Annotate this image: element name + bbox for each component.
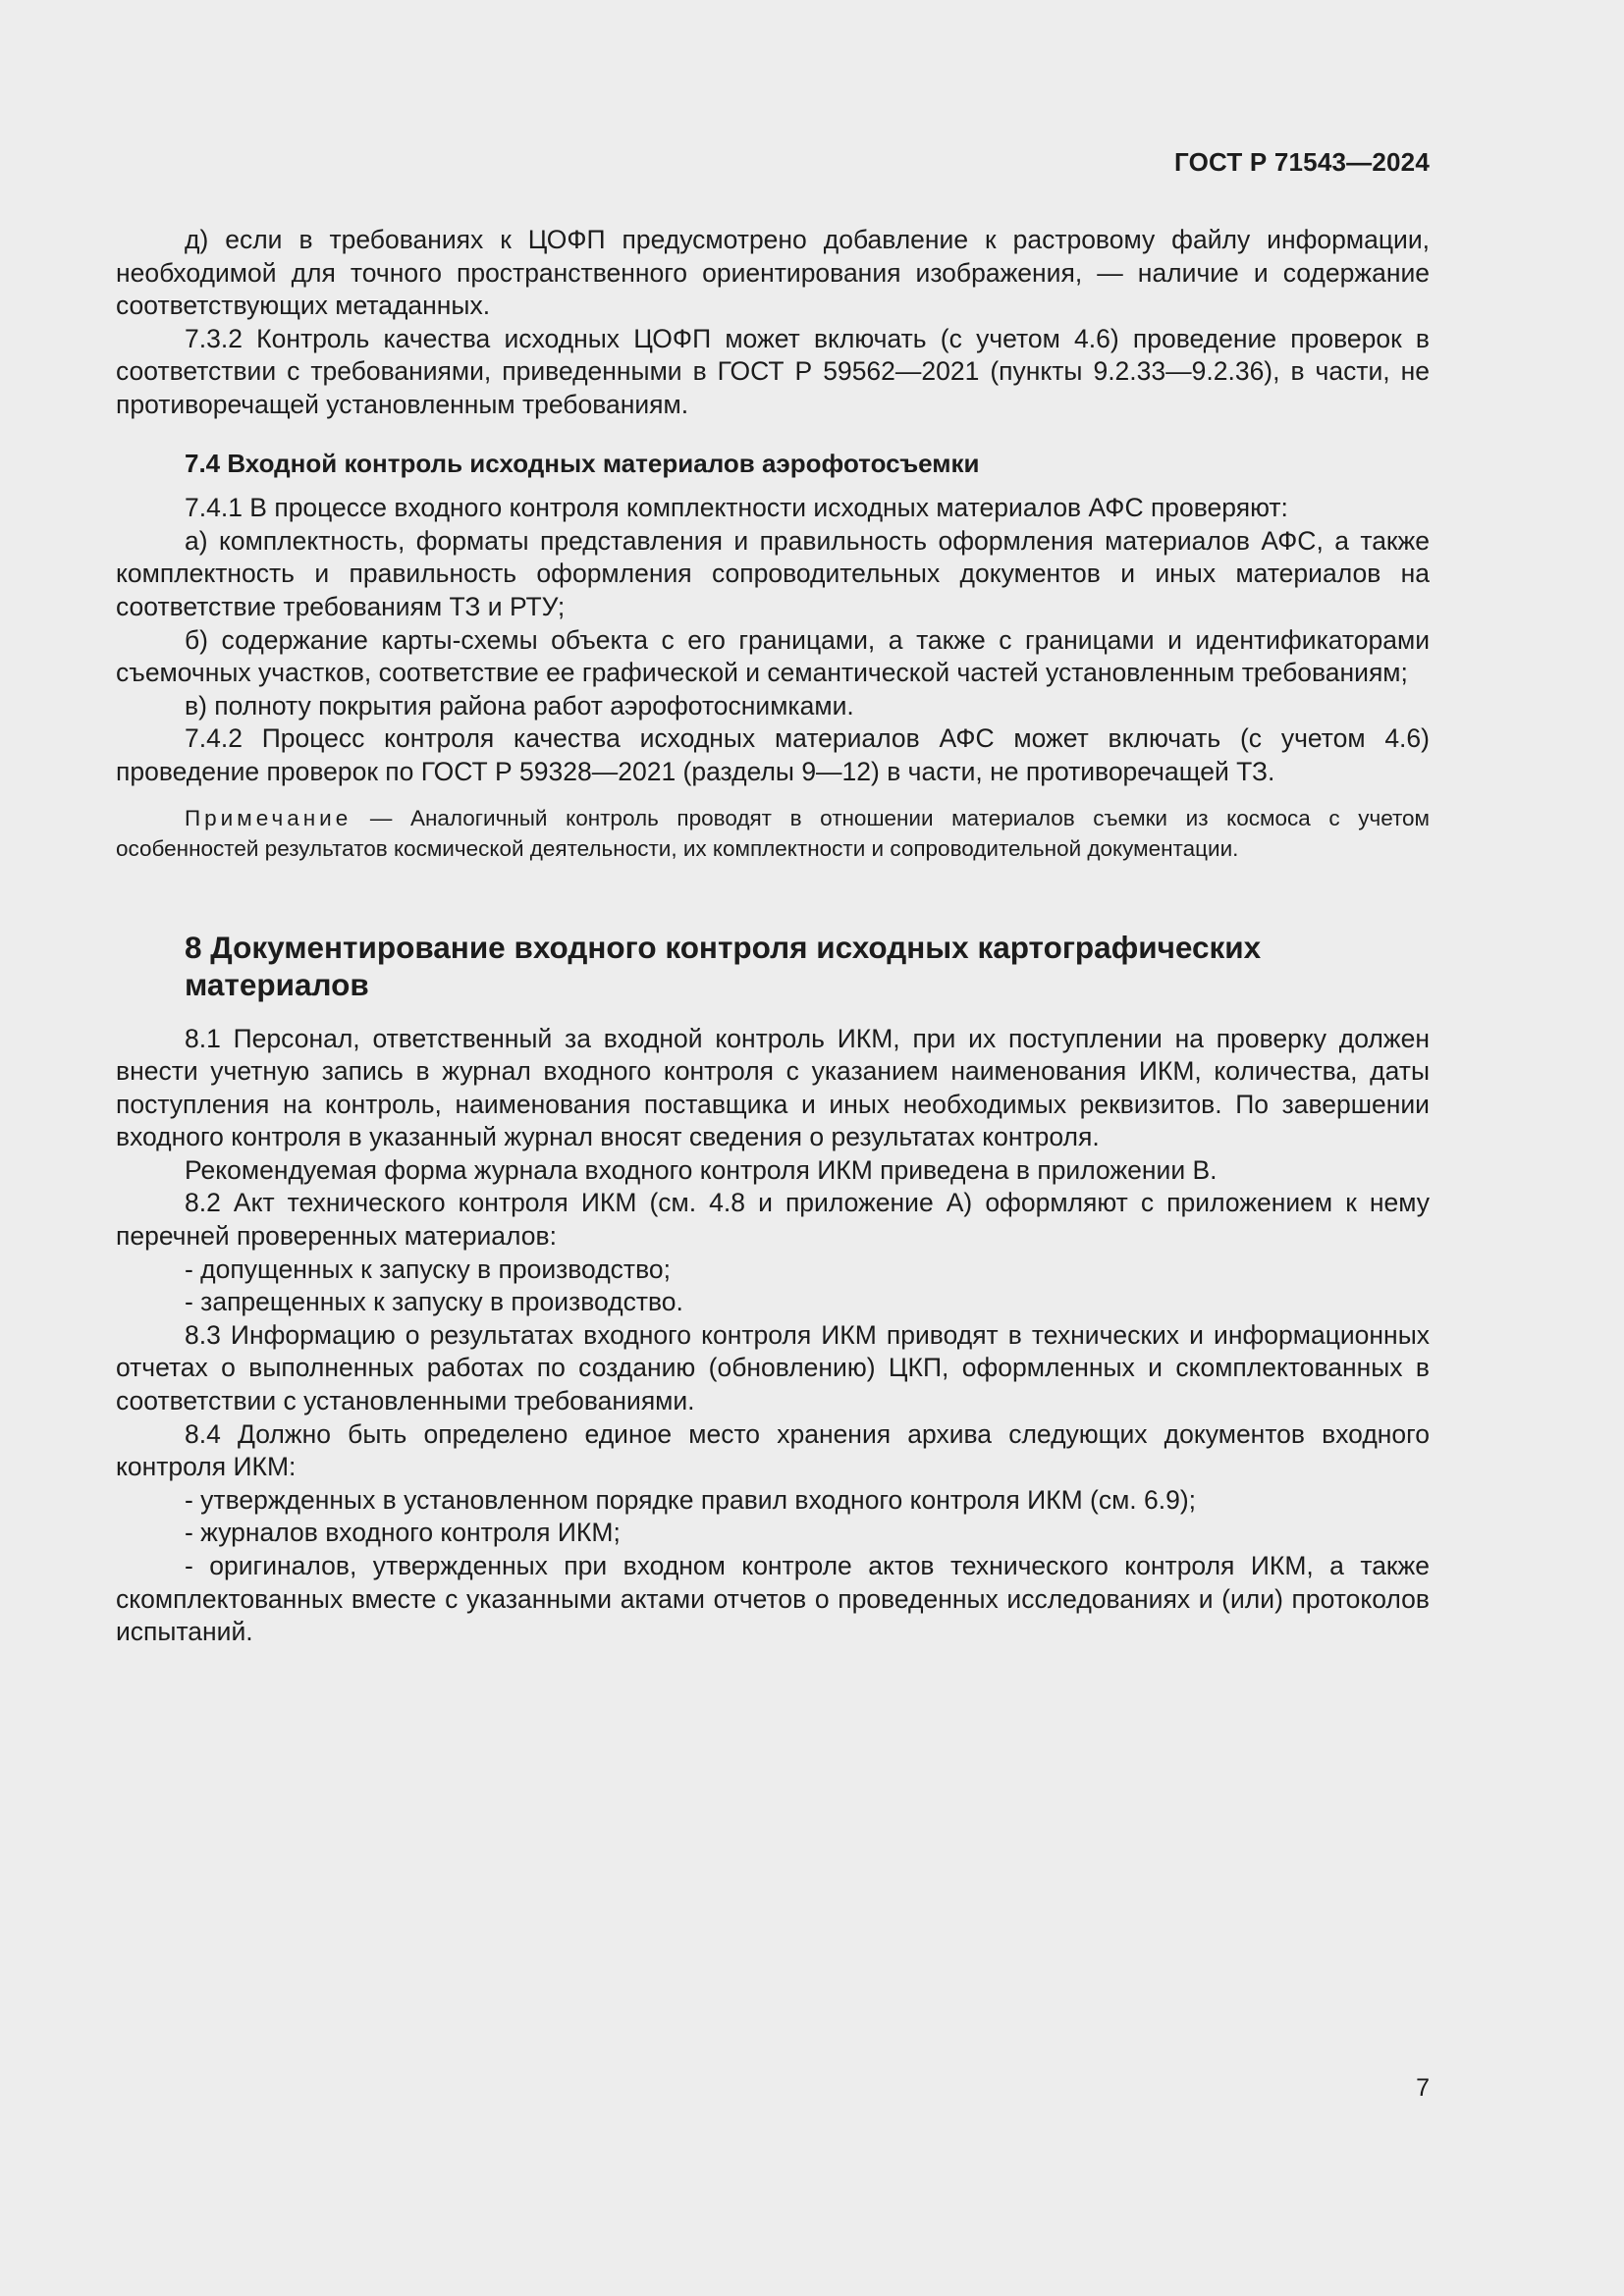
paragraph-7-3-2: 7.3.2 Контроль качества исходных ЦОФП может включать (с учетом 4.6) проведение проверок в соответствии с требованиями, приведенными в ГОСТ Р 59562—2021 (пункты 9.2.33—9.2.36), в части, не противоречащей установленным требованиям. [116,323,1430,419]
note [116,803,1430,864]
list-item-8-4-2: - журналов входного контроля ИКМ; [185,1518,621,1548]
paragraph-8-4: 8.4 Должно быть определено единое место хранения архива следующих документов входного контроля ИКМ: [116,1418,1430,1482]
paragraph-7-4-1-b: б) содержание карты-схемы объекта с его границами, а также с границами и идентификаторами съемочных участков, соответствие ее графической и семантической частей установленным требованиям; [116,624,1430,688]
list-item-8-2-1: - допущенных к запуску в производство; [185,1254,671,1284]
page-number: 7 [1416,2074,1430,2102]
paragraph-7-4-1-v: в) полноту покрытия района работ аэрофотоснимками. [185,690,854,721]
list-item-8-2-2: - запрещенных к запуску в производство. [185,1287,683,1317]
note-label: Примечание [185,805,352,830]
paragraph-7-4-1-a: а) комплектность, форматы представления и правильность оформления материалов АФС, а также комплектность и правильность оформления сопроводительных документов и иных материалов на соответствие требованиям ТЗ и РТУ; [116,525,1430,621]
paragraph-8-1-recommendation: Рекомендуемая форма журнала входного контроля ИКМ приведена в приложении В. [185,1154,1218,1185]
list-item-8-4-1: - утвержденных в установленном порядке правил входного контроля ИКМ (см. 6.9); [185,1484,1197,1515]
paragraph-8-1: 8.1 Персонал, ответственный за входной контроль ИКМ, при их поступлении на проверку должен внести учетную запись в журнал входного контроля с указанием наименования ИКМ, количества, даты поступления на контроль, наименования поставщика и иных необходимых реквизитов. По завершении входного контроля в указанный журнал вносят сведения о результатах контроля. [116,1023,1430,1152]
paragraph-7-4-1: 7.4.1 В процессе входного контроля комплектности исходных материалов АФС проверяют: [185,493,1288,523]
subsection-heading-7-4: 7.4 Входной контроль исходных материалов аэрофотосъемки [185,448,980,478]
paragraph-d: д) если в требованиях к ЦОФП предусмотрено добавление к растровому файлу информации, необходимой для точного пространственного ориентирования изображения, — наличие и содержание соответствующих метаданных. [116,225,1430,321]
paragraph-8-2: 8.2 Акт технического контроля ИКМ (см. 4.8 и приложение А) оформляют с приложением к нему перечней проверенных материалов: [116,1188,1430,1252]
paragraph-8-3: 8.3 Информацию о результатах входного контроля ИКМ приводят в технических и информационных отчетах о выполненных работах по созданию (обновлению) ЦКП, оформленных и скомплектованных в соответствии с установленными требованиями. [116,1319,1430,1416]
list-item-8-4-3: - оригиналов, утвержденных при входном контроле актов технического контроля ИКМ, а также скомплектованных вместе с указанными актами отчетов о проведенных исследованиях и (или) протоколов испытаний. [116,1551,1430,1647]
section-heading-8: 8 Документирование входного контроля исходных картографических материалов [185,929,1262,1002]
note-text: — Аналогичный контроль проводят в отношении материалов съемки из космоса с учетом особенностей результатов космической деятельности, их комплектности и сопроводительной документации. [116,805,1430,861]
paragraph-7-4-2: 7.4.2 Процесс контроля качества исходных материалов АФС может включать (с учетом 4.6) проведение проверок по ГОСТ Р 59328—2021 (разделы 9—12) в части, не противоречащей ТЗ. [116,723,1430,786]
document-body [116,224,1430,1649]
document-code: ГОСТ Р 71543—2024 [1174,147,1430,177]
